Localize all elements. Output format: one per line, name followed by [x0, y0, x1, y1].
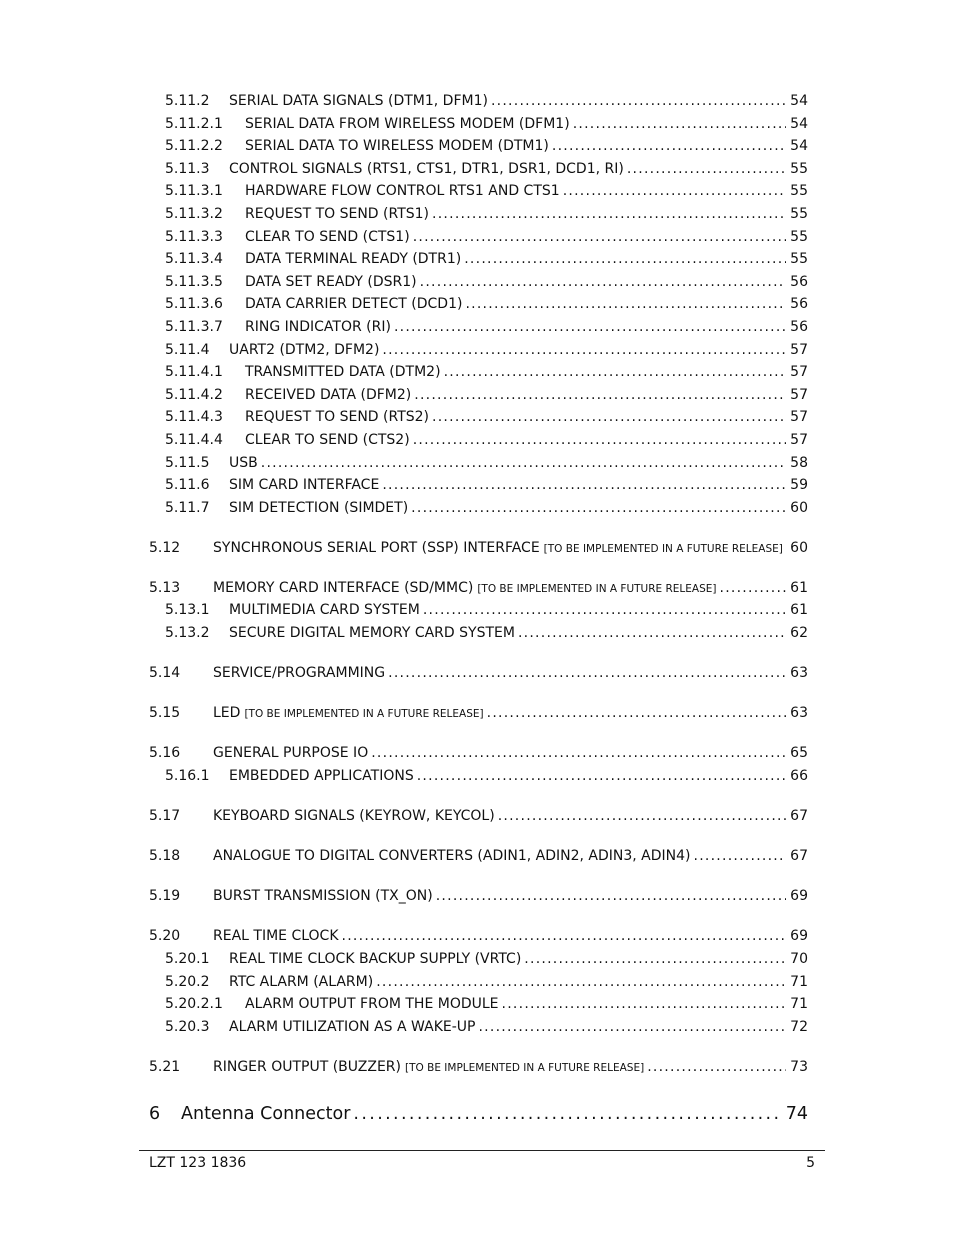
toc-entry-number: 5.20.1: [165, 950, 210, 967]
toc-leader-dots: [491, 93, 786, 109]
toc-leader-dots: [720, 580, 787, 596]
toc-entry-page: 65: [790, 745, 808, 762]
toc-entry-line: [245, 432, 808, 448]
toc-entry-title: SERVICE/PROGRAMMING: [213, 665, 386, 682]
toc-entry[interactable]: [0, 296, 954, 319]
toc-leader-dots: [627, 161, 786, 177]
toc-entry-line: [229, 625, 808, 641]
toc-entry[interactable]: [0, 745, 954, 768]
toc-leader-dots: [444, 364, 787, 380]
toc-entry-page: 73: [790, 1058, 808, 1075]
toc-entry-title: CLEAR TO SEND (CTS2): [245, 431, 410, 448]
toc-entry-number: 5.11.3.7: [165, 318, 223, 335]
toc-leader-dots: [371, 745, 786, 761]
toc-entry-note: [TO BE IMPLEMENTED IN A FUTURE RELEASE]: [405, 1061, 645, 1074]
toc-entry-number: 5.11.5: [165, 454, 210, 471]
toc-entry[interactable]: [0, 665, 954, 688]
toc-leader-dots: [498, 808, 786, 824]
toc-entry-line: [245, 996, 808, 1012]
toc-entry-page: 57: [790, 409, 808, 426]
toc-entry-title: CLEAR TO SEND (CTS1): [245, 228, 410, 245]
toc-entry-title: HARDWARE FLOW CONTROL RTS1 AND CTS1: [245, 183, 560, 200]
toc-leader-dots: [647, 1059, 786, 1075]
toc-entry-line: [213, 580, 808, 596]
toc-entry-number: 5.20: [149, 928, 181, 945]
toc-entry-page: 74: [785, 1104, 808, 1125]
toc-leader-dots: [414, 387, 786, 403]
toc-entry-page: 57: [790, 364, 808, 381]
toc-entry-line: [213, 1059, 808, 1075]
toc-entry-line: [245, 138, 808, 154]
toc-entry-number: 5.11.2: [165, 93, 210, 109]
toc-entry-line: [229, 974, 808, 990]
toc-leader-dots: [432, 409, 786, 425]
toc-leader-dots: [413, 229, 786, 245]
toc-entry-line: [229, 500, 808, 516]
toc-entry-page: 69: [790, 928, 808, 945]
toc-entry-number: 5.11.4.2: [165, 386, 223, 403]
toc-leader-dots: [563, 183, 786, 199]
toc-entry-number: 5.11.7: [165, 499, 210, 516]
toc-entry-page: 54: [790, 93, 808, 109]
toc-leader-dots: [382, 342, 786, 358]
toc-leader-dots: [382, 477, 786, 493]
toc-entry-number: 5.11.4.1: [165, 364, 223, 381]
toc-entry-page: 60: [790, 499, 808, 516]
toc-entry[interactable]: [0, 229, 954, 252]
toc-entry-number: 5.11.4: [165, 341, 210, 358]
toc-entry-note: [TO BE IMPLEMENTED IN A FUTURE RELEASE]: [543, 542, 783, 555]
footer-divider: [139, 1150, 825, 1151]
toc-leader-dots: [420, 274, 787, 290]
toc-leader-dots: [376, 974, 786, 990]
toc-entry-line: [229, 455, 808, 471]
toc-entry-page: 57: [790, 431, 808, 448]
toc-leader-dots: [465, 296, 786, 312]
toc-entry-number: 5.11.3.2: [165, 205, 223, 222]
toc-entry-page: 61: [790, 602, 808, 619]
toc-entry[interactable]: [0, 183, 954, 206]
toc-entry-number: 5.18: [149, 848, 181, 865]
toc-entry-line: [245, 319, 808, 335]
toc-leader-dots: [524, 951, 786, 967]
toc-entry-title: KEYBOARD SIGNALS (KEYROW, KEYCOL): [213, 808, 495, 825]
toc-entry[interactable]: [0, 705, 954, 728]
toc-entry-page: 66: [790, 767, 808, 784]
table-of-contents: [0, 93, 954, 1132]
toc-entry[interactable]: [0, 888, 954, 911]
toc-entry-title: SERIAL DATA FROM WIRELESS MODEM (DFM1): [245, 115, 570, 132]
toc-entry[interactable]: [0, 1059, 954, 1082]
toc-entry-title: RINGER OUTPUT (BUZZER): [213, 1058, 401, 1075]
toc-entry-page: 61: [790, 579, 808, 596]
toc-leader-dots: [411, 500, 786, 516]
toc-entry[interactable]: [0, 387, 954, 410]
toc-entry-line: [229, 1019, 808, 1035]
toc-entry-page: 71: [790, 996, 808, 1013]
toc-entry-number: 5.15: [149, 705, 181, 722]
toc-entry-line: [245, 409, 808, 425]
toc-entry-line: [245, 206, 808, 222]
toc-entry[interactable]: [0, 580, 954, 603]
toc-entry-page: 63: [790, 705, 808, 722]
toc-entry-page: 71: [790, 973, 808, 990]
toc-entry-line: [245, 387, 808, 403]
toc-entry-title: MULTIMEDIA CARD SYSTEM: [229, 602, 420, 619]
toc-entry-line: [213, 705, 808, 721]
toc-entry-number: 5.11.2.1: [165, 115, 223, 132]
toc-entry-title: ANALOGUE TO DIGITAL CONVERTERS (ADIN1, ADIN2, ADIN3, ADIN4): [213, 848, 691, 865]
toc-entry-page: 67: [790, 848, 808, 865]
toc-entry[interactable]: [0, 477, 954, 500]
toc-entry[interactable]: [0, 951, 954, 974]
toc-entry-number: 5.19: [149, 888, 181, 905]
toc-entry-number: 5.11.4.4: [165, 431, 223, 448]
toc-entry-title: SERIAL DATA SIGNALS (DTM1, DFM1): [229, 93, 488, 109]
toc-entry-number: 6: [149, 1104, 161, 1125]
toc-entry-number: 5.11.6: [165, 477, 210, 494]
toc-entry[interactable]: [0, 342, 954, 365]
toc-entry-title: Antenna Connector: [181, 1104, 351, 1125]
toc-entry-page: 56: [790, 296, 808, 313]
toc-entry-title: SIM DETECTION (SIMDET): [229, 499, 409, 516]
toc-entry-title: SECURE DIGITAL MEMORY CARD SYSTEM: [229, 625, 515, 642]
toc-entry[interactable]: [0, 161, 954, 184]
toc-entry-line: [229, 342, 808, 358]
toc-entry[interactable]: [0, 274, 954, 297]
toc-entry[interactable]: [0, 996, 954, 1019]
toc-entry-page: 69: [790, 888, 808, 905]
toc-entry-title: RING INDICATOR (RI): [245, 318, 391, 335]
toc-entry[interactable]: [0, 138, 954, 161]
toc-entry-title: ALARM UTILIZATION AS A WAKE-UP: [229, 1018, 476, 1035]
toc-entry-page: 70: [790, 950, 808, 967]
toc-entry-title: USB: [229, 454, 258, 471]
toc-entry-line: [245, 296, 808, 312]
toc-entry-title: SIM CARD INTERFACE: [229, 477, 380, 494]
toc-entry-line: [213, 540, 808, 556]
toc-entry-title: DATA SET READY (DSR1): [245, 273, 417, 290]
toc-entry-page: 62: [790, 625, 808, 642]
toc-entry-line: [213, 745, 808, 761]
toc-entry[interactable]: [0, 1104, 954, 1132]
toc-entry-title: LED: [213, 705, 241, 722]
toc-entry-title: REAL TIME CLOCK BACKUP SUPPLY (VRTC): [229, 950, 522, 967]
toc-entry[interactable]: [0, 625, 954, 648]
toc-entry[interactable]: [0, 848, 954, 871]
toc-entry[interactable]: [0, 602, 954, 625]
toc-entry[interactable]: [0, 455, 954, 478]
toc-entry-number: 5.13.2: [165, 625, 210, 642]
toc-entry-line: [229, 93, 808, 109]
toc-entry-number: 5.11.3.5: [165, 273, 223, 290]
toc-entry-line: [181, 1104, 808, 1124]
toc-leader-dots: [342, 928, 787, 944]
toc-entry-number: 5.11.3.6: [165, 296, 223, 313]
toc-entry-number: 5.11.4.3: [165, 409, 223, 426]
toc-entry-title: SYNCHRONOUS SERIAL PORT (SSP) INTERFACE: [213, 539, 540, 556]
toc-leader-dots: [388, 665, 786, 681]
toc-entry-page: 55: [790, 228, 808, 245]
toc-entry-title: RTC ALARM (ALARM): [229, 973, 374, 990]
toc-entry[interactable]: [0, 206, 954, 229]
toc-entry-number: 5.21: [149, 1058, 181, 1075]
toc-entry-title: SERIAL DATA TO WIRELESS MODEM (DTM1): [245, 138, 549, 155]
toc-entry-page: 63: [790, 665, 808, 682]
toc-entry-line: [213, 848, 808, 864]
toc-entry-number: 5.11.3.4: [165, 251, 223, 268]
toc-entry-title: MEMORY CARD INTERFACE (SD/MMC): [213, 579, 474, 596]
toc-leader-dots: [573, 116, 786, 132]
toc-entry-number: 5.13.1: [165, 602, 210, 619]
toc-entry-page: 60: [790, 539, 808, 556]
toc-leader-dots: [423, 602, 786, 618]
toc-entry[interactable]: [0, 540, 954, 563]
footer-document-id: LZT 123 1836: [149, 1155, 247, 1171]
toc-leader-dots: [478, 1019, 786, 1035]
toc-entry[interactable]: [0, 364, 954, 387]
toc-entry-line: [213, 808, 808, 824]
toc-entry-number: 5.20.2: [165, 973, 210, 990]
toc-entry-title: REQUEST TO SEND (RTS1): [245, 205, 430, 222]
toc-entry-page: 72: [790, 1018, 808, 1035]
toc-entry-page: 55: [790, 205, 808, 222]
toc-entry-title: BURST TRANSMISSION (TX_ON): [213, 888, 433, 905]
toc-entry-title: DATA CARRIER DETECT (DCD1): [245, 296, 463, 313]
toc-entry-line: [213, 888, 808, 904]
toc-entry-line: [229, 477, 808, 493]
toc-entry[interactable]: [0, 409, 954, 432]
toc-entry[interactable]: [0, 500, 954, 523]
toc-leader-dots: [487, 705, 787, 721]
toc-entry-title: UART2 (DTM2, DFM2): [229, 341, 380, 358]
toc-entry[interactable]: [0, 251, 954, 274]
toc-entry-line: [229, 768, 808, 784]
toc-entry-title: GENERAL PURPOSE IO: [213, 745, 369, 762]
toc-entry[interactable]: [0, 974, 954, 997]
toc-entry-number: 5.16: [149, 745, 181, 762]
toc-entry-page: 67: [790, 808, 808, 825]
toc-entry-page: 56: [790, 318, 808, 335]
toc-entry[interactable]: [0, 116, 954, 139]
footer-page-number: 5: [806, 1155, 815, 1171]
toc-entry-page: 56: [790, 273, 808, 290]
toc-leader-dots: [464, 251, 786, 267]
toc-entry-number: 5.11.3.3: [165, 228, 223, 245]
toc-entry-line: [245, 251, 808, 267]
toc-entry-number: 5.17: [149, 808, 181, 825]
toc-entry-line: [229, 951, 808, 967]
toc-leader-dots: [518, 625, 786, 641]
toc-entry-page: 58: [790, 454, 808, 471]
toc-entry-line: [213, 665, 808, 681]
toc-leader-dots: [261, 455, 786, 471]
toc-entry-title: CONTROL SIGNALS (RTS1, CTS1, DTR1, DSR1, DCD1, RI): [229, 160, 624, 177]
toc-entry-note: [TO BE IMPLEMENTED IN A FUTURE RELEASE]: [244, 708, 484, 721]
toc-entry[interactable]: [0, 928, 954, 951]
toc-leader-dots: [502, 996, 787, 1012]
toc-entry-page: 55: [790, 160, 808, 177]
toc-entry-title: ALARM OUTPUT FROM THE MODULE: [245, 996, 499, 1013]
toc-entry-note: [TO BE IMPLEMENTED IN A FUTURE RELEASE]: [477, 582, 717, 595]
toc-entry-page: 54: [790, 115, 808, 132]
toc-entry-line: [245, 183, 808, 199]
toc-entry-number: 5.16.1: [165, 767, 210, 784]
toc-leader-dots: [394, 319, 786, 335]
toc-entry-line: [229, 161, 808, 177]
toc-entry-number: 5.13: [149, 579, 181, 596]
toc-entry-page: 55: [790, 251, 808, 268]
toc-entry[interactable]: [0, 1019, 954, 1042]
toc-entry-line: [245, 229, 808, 245]
toc-entry-title: REAL TIME CLOCK: [213, 928, 339, 945]
toc-entry-number: 5.14: [149, 665, 181, 682]
toc-entry-page: 54: [790, 138, 808, 155]
toc-entry-title: DATA TERMINAL READY (DTR1): [245, 251, 462, 268]
toc-entry-page: 59: [790, 477, 808, 494]
toc-entry-title: TRANSMITTED DATA (DTM2): [245, 364, 441, 381]
toc-entry-number: 5.11.2.2: [165, 138, 223, 155]
toc-entry-title: RECEIVED DATA (DFM2): [245, 386, 412, 403]
toc-entry-number: 5.20.2.1: [165, 996, 223, 1013]
toc-leader-dots: [432, 206, 786, 222]
toc-entry-page: 57: [790, 341, 808, 358]
toc-entry-number: 5.20.3: [165, 1018, 210, 1035]
toc-entry-title: EMBEDDED APPLICATIONS: [229, 767, 414, 784]
toc-leader-dots: [436, 888, 786, 904]
toc-entry[interactable]: [0, 768, 954, 791]
toc-entry-line: [229, 602, 808, 618]
toc-entry[interactable]: [0, 808, 954, 831]
toc-entry[interactable]: [0, 319, 954, 342]
toc-entry-line: [213, 928, 808, 944]
toc-entry[interactable]: [0, 432, 954, 455]
toc-entry-line: [245, 274, 808, 290]
toc-leader-dots: [417, 768, 786, 784]
toc-entry-line: [245, 116, 808, 132]
toc-entry-page: 55: [790, 183, 808, 200]
toc-entry-number: 5.12: [149, 539, 181, 556]
toc-entry[interactable]: [0, 93, 954, 116]
toc-leader-dots: [353, 1104, 781, 1124]
toc-entry-number: 5.11.3.1: [165, 183, 223, 200]
toc-entry-title: REQUEST TO SEND (RTS2): [245, 409, 430, 426]
toc-leader-dots: [552, 138, 786, 154]
toc-entry-line: [245, 364, 808, 380]
toc-leader-dots: [413, 432, 786, 448]
toc-leader-dots: [694, 848, 787, 864]
toc-entry-number: 5.11.3: [165, 160, 210, 177]
toc-entry-page: 57: [790, 386, 808, 403]
